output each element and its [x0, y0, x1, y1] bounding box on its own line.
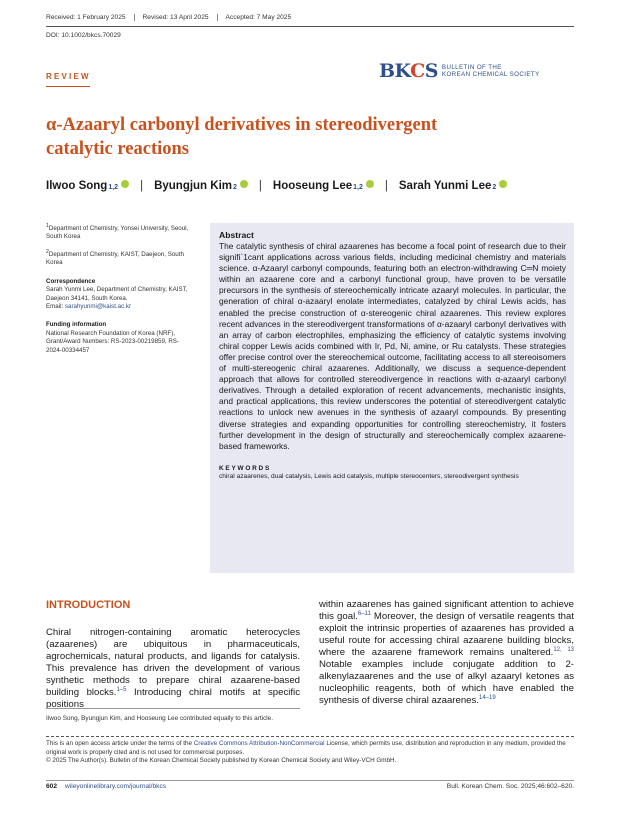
- body-column-1: Chiral nitrogen-containing aromatic heterocycles (azaarenes) are ubiquitous in pharmaceuticals, agrochemicals, natural products, and ligands for catalysis. This prevalence has driven the development of various synthetic methods to prepare chiral azaarene-based building blocks.$^{1-5}$ Introducing chiral motifs at specific positions: [46, 627, 300, 710]
- footer-divider: [46, 780, 574, 781]
- correspondence-heading: Correspondence: [46, 277, 96, 285]
- orcid-icon[interactable]: [499, 180, 507, 188]
- author-1[interactable]: [46, 180, 129, 192]
- copyright-line: © 2025 The Author(s). Bulletin of the Korean Chemical Society published by Korean Chemical Society and Wiley-VCH GmbH.: [46, 757, 397, 765]
- orcid-icon[interactable]: [240, 180, 248, 188]
- introduction-heading: INTRODUCTION: [46, 599, 131, 611]
- keywords-list: chiral azaarenes, dual catalysis, Lewis acid catalysis, multiple stereocenters, stereodivergent synthesis: [219, 472, 519, 480]
- author-list: [46, 180, 507, 192]
- author-name: Ilwoo Song: [46, 180, 108, 192]
- accepted-date: Accepted: 7 May 2025: [225, 14, 292, 21]
- author-affiliation: 1,2: [353, 184, 363, 191]
- abstract-box: [210, 223, 574, 573]
- author-name: Sarah Yunmi Lee: [398, 180, 492, 192]
- email-link[interactable]: sarahyunmi@kaist.ac.kr: [64, 302, 132, 310]
- journal-site-link[interactable]: wileyonlinelibrary.com/journal/bkcs: [65, 783, 167, 790]
- author-name: Byungjun Kim: [154, 180, 233, 192]
- article-title: α-Azaaryl carbonyl derivatives in stereodivergent catalytic reactions: [46, 115, 438, 159]
- contribution-note: Ilwoo Song, Byungjun Kim, and Hooseung Lee contributed equally to this article.: [46, 715, 274, 722]
- revised-date: Revised: 13 April 2025: [143, 14, 218, 21]
- journal-logo[interactable]: [379, 60, 540, 82]
- citation-line: Bull. Korean Chem. Soc. 2025;46:602–620.: [446, 783, 574, 790]
- author-affiliation: 2: [492, 184, 497, 191]
- abstract-body: The catalytic synthesis of chiral azaarenes has become a focal point of research due to their signifi`1cant applications across various fields, including medicinal chemistry and materials science. α-Azaaryl carbonyl compounds, featuring both an electron-withdrawing C═N moiety within an azaarene core and a carbonyl functional group, have proven to be versatile precursors in the synthesis of stereochemically intricate azaaryl molecules. In particular, the generation of chiral α-azaaryl enolate intermediates, catalyzed by chiral Lewis acids, has enabled the precise construction of α-stereogenic chiral azaarenes. This review explores recent advances in the stereodivergent transformations of α-azaaryl carbonyl derivatives with an array of carbon electrophiles, emphasizing the efficiency of catalytic systems involving chiral copper Lewis acids combined with Ir, Pd, Ni, amine, or Ru catalysts. These strategies offer precise control over the stereochemical outcome, facilitating access to all stereoisomers of multi-stereogenic chiral azaarenes. Additionally, we discuss a sequence-dependent approach that allows for controlled stereodivergence in reactions with α-azaaryl carbonyl derivatives. Through a detailed exploration of recent advancements, mechanistic insights, and practical applications, this review underscores the potential of stereodivergent catalytic reactions to unlock new avenues in the synthesis of azaaryl compounds. By presenting diverse strategies and expanding opportunities for controlling stereochemistry, it fosters further development in the design of structurally and stereochemically complex azaarene-based frameworks.: [219, 241, 566, 451]
- funding-heading: Funding information: [46, 321, 107, 329]
- author-affiliation: 1,2: [108, 184, 119, 191]
- logo-text: [442, 64, 540, 78]
- reference-link[interactable]: 12, 13: [553, 646, 574, 653]
- author-affiliation: 2: [233, 184, 237, 191]
- affiliation-2: $^2$Department of Chemistry, KAIST, Daejeon, South Korea: [46, 248, 184, 267]
- article-dates: [46, 14, 307, 21]
- funding-text: National Research Foundation of Korea (NRF), Grant/Award Numbers: RS-2023-00219859, RS-2024-00334457: [46, 329, 179, 354]
- author-name: Hooseung Lee: [272, 180, 353, 192]
- author-separator: |: [384, 180, 388, 192]
- page-number: 602: [46, 783, 58, 790]
- section-tag-underline: [46, 86, 90, 87]
- author-4[interactable]: [399, 180, 507, 192]
- author-separator: |: [140, 180, 144, 192]
- body-column-2: within azaarenes has gained significant attention to achieve this goal.$^{6-11}$ Moreover, the design of versatile reagents that exploit the intrinsic properties of azaarenes has provided a useful route for accessing chiral azaarene building blocks, where the azaarene framework remains unaltered.$^{12, 13}$ Notable examples include conjugate addition to 2-alkenylazaarenes and the use of alkyl azaaryl ketones as nucleophilic reagents, both of which have enabled the synthesis of diverse chiral azaarenes.$^{14-19}$: [319, 599, 575, 706]
- article-info-column: [46, 222, 194, 361]
- logo-mark: BKCS: [379, 60, 438, 82]
- license-divider: [46, 736, 574, 737]
- doi-link[interactable]: DOI: 10.1002/bkcs.70029: [46, 32, 121, 39]
- logo-line-1: BULLETIN OF THE: [441, 63, 502, 71]
- logo-line-2: KOREAN CHEMICAL SOCIETY: [441, 71, 540, 78]
- keywords-heading: KEYWORDS: [219, 464, 272, 472]
- author-3[interactable]: [273, 180, 374, 192]
- license-link[interactable]: Creative Commons Attribution-NonCommercial: [193, 740, 325, 747]
- orcid-icon[interactable]: [121, 180, 129, 188]
- license-text: This is an open access article under the terms of the Creative Commons Attribution-NonCommercial License, which permits use, distribution and reproduction in any medium, provided the original work is properly cited and is not used for commercial purposes. © 2025 The Author(s). Bulletin of the Korean Chemical Society published by Korean Chemical Society and Wiley-VCH GmbH.: [46, 740, 566, 765]
- reference-link[interactable]: 14–19: [478, 694, 496, 701]
- orcid-icon[interactable]: [366, 180, 374, 188]
- reference-link[interactable]: 1–5: [116, 686, 127, 693]
- page-footer: [46, 783, 574, 790]
- author-separator: |: [258, 180, 262, 192]
- reference-link[interactable]: 6–11: [357, 610, 371, 617]
- affiliation-1: $^1$Department of Chemistry, Yonsei University, Seoul, South Korea: [46, 223, 189, 241]
- header-divider: [46, 26, 574, 27]
- footnote-divider: [46, 708, 300, 709]
- received-date: Received: 1 February 2025: [46, 14, 135, 21]
- author-2[interactable]: [154, 180, 248, 192]
- abstract-heading: Abstract: [219, 230, 254, 240]
- correspondence-text: Sarah Yunmi Lee, Department of Chemistry, KAIST, Daejeon 34141, South Korea. Email: sarahyunmi@kaist.ac.kr: [46, 286, 188, 310]
- section-tag: REVIEW: [46, 72, 91, 81]
